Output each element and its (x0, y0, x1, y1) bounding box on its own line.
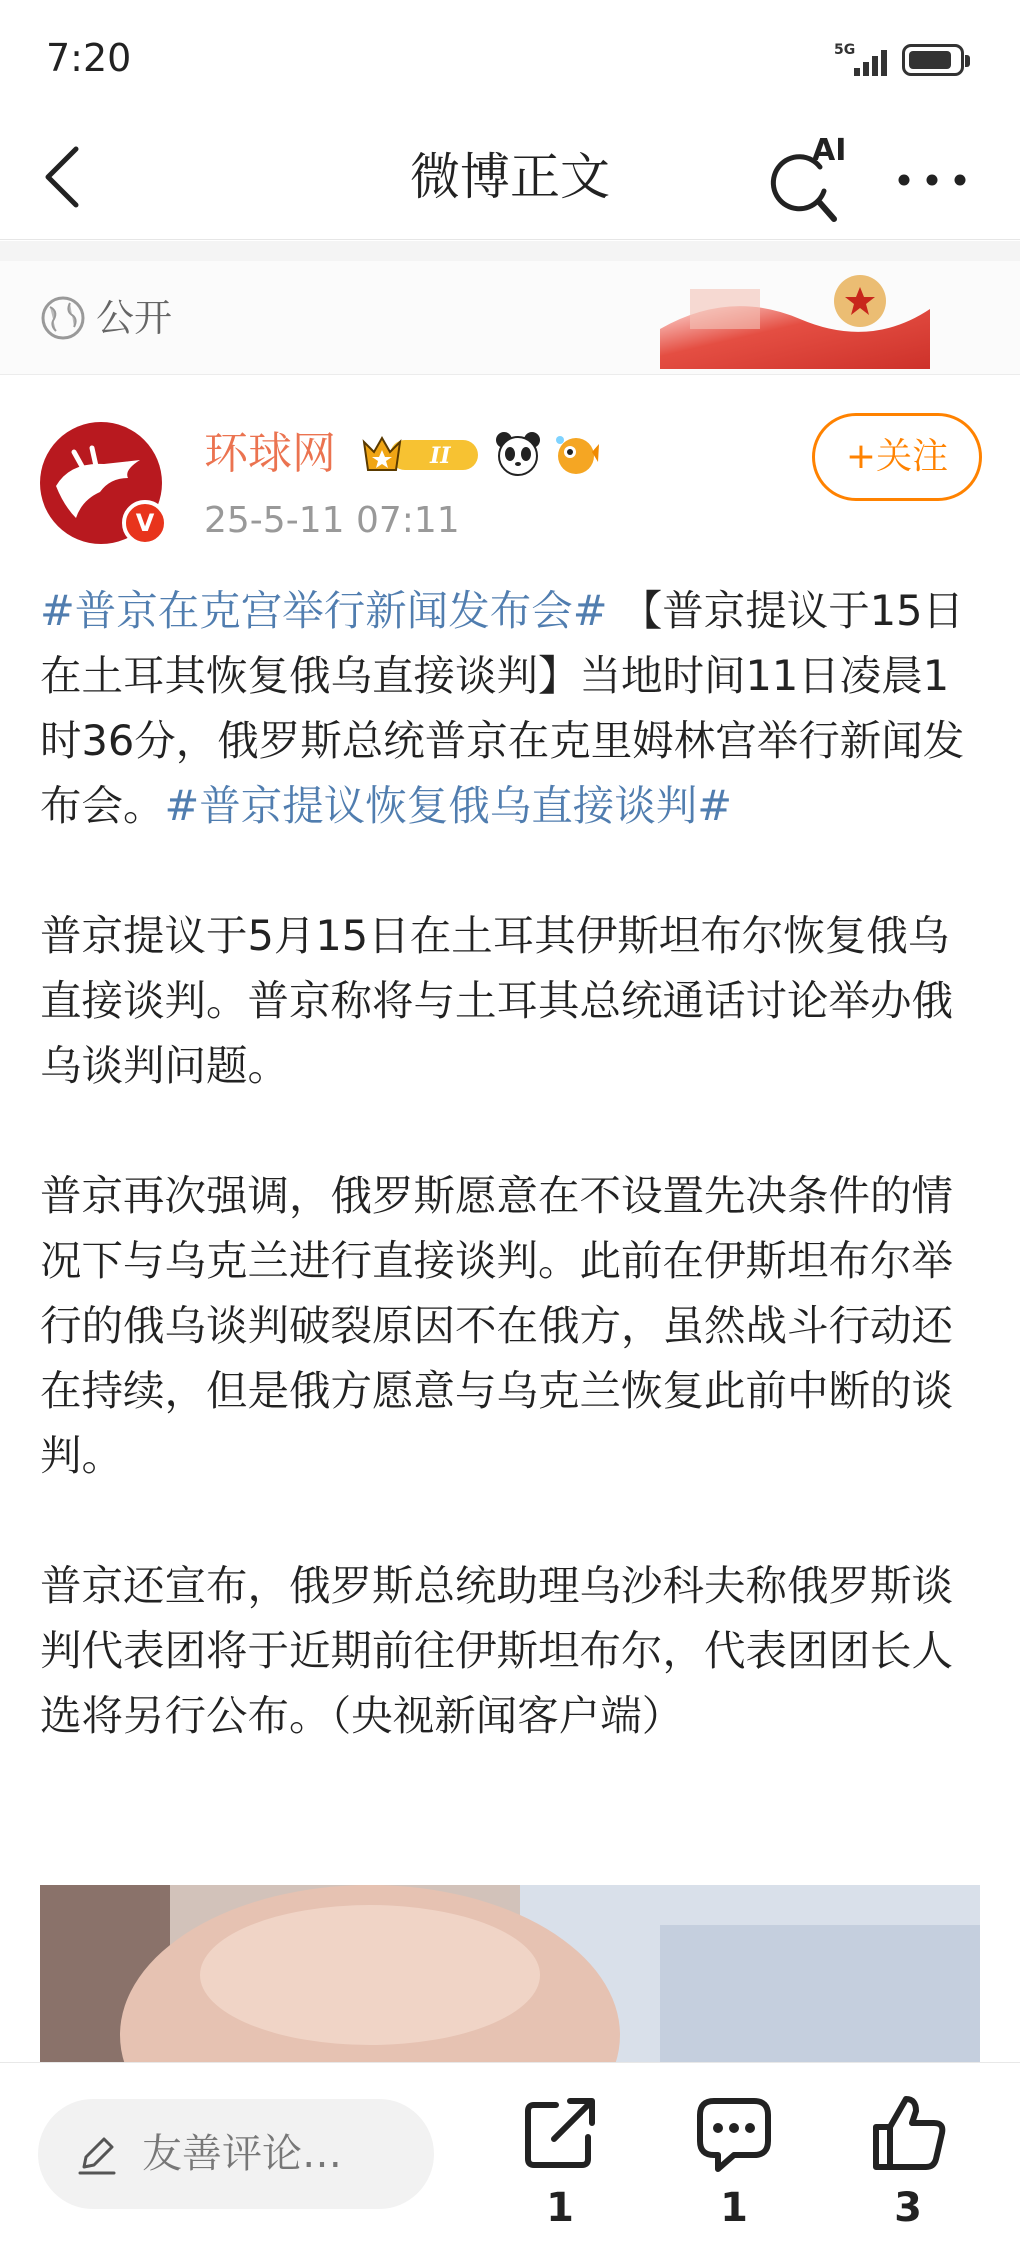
share-button[interactable] (500, 2093, 620, 2243)
vip-level-text: II (430, 443, 451, 469)
signal-icon (834, 42, 894, 78)
comment-count: 1 (720, 2185, 748, 2231)
pen-icon (74, 2131, 120, 2177)
share-icon (520, 2093, 600, 2173)
panda-icon (494, 430, 542, 478)
follow-button[interactable]: +关注 (812, 413, 982, 501)
post-paragraph: 普京再次强调，俄罗斯愿意在不设置先决条件的情况下与乌克兰进行直接谈判。此前在伊斯坦布尔举行的俄乌谈判破裂原因不在俄方，虽然战斗行动还在持续，但是俄方愿意与乌克兰恢复此前中断的谈判。 (40, 1171, 954, 1480)
status-bar (0, 0, 1020, 115)
fish-icon (552, 430, 600, 478)
back-button[interactable] (36, 139, 96, 215)
status-time: 7:20 (46, 36, 132, 80)
comment-button[interactable] (674, 2093, 794, 2243)
globe-icon (40, 295, 86, 341)
comment-icon (694, 2093, 774, 2173)
post-text: 【普京提议于15日在土耳其恢复俄乌直接谈判】当地时间11日凌晨1时36分，俄罗斯总统普京在克里姆林宫举行新闻发布会。 (40, 586, 965, 830)
post-paragraph: 普京提议于5月15日在土耳其伊斯坦布尔恢复俄乌直接谈判。普京称将与土耳其总统通话讨论举办俄乌谈判问题。 (40, 911, 954, 1090)
post-body (40, 578, 990, 1748)
comment-placeholder: 友善评论… (142, 2131, 342, 2177)
hashtag-link[interactable]: #普京在克宫举行新闻发布会# (40, 586, 608, 635)
hashtag-link[interactable]: #普京提议恢复俄乌直接谈判# (164, 781, 733, 830)
nav-bar (0, 115, 1020, 240)
decorative-banner (650, 269, 930, 369)
ai-search-button[interactable] (768, 133, 858, 223)
post-image[interactable] (40, 1885, 980, 2065)
like-count: 3 (894, 2185, 922, 2231)
post-paragraph (40, 578, 990, 838)
like-button[interactable] (848, 2093, 968, 2243)
battery-icon (902, 44, 964, 76)
chevron-left-icon (36, 139, 96, 215)
visibility-row (0, 261, 1020, 375)
bottom-action-bar (0, 2062, 1020, 2250)
network-type: 5G (834, 42, 856, 58)
author-name[interactable]: 环球网 (204, 428, 336, 479)
share-count: 1 (546, 2185, 574, 2231)
vip-level-icon (360, 432, 482, 476)
ai-label: AI (812, 133, 847, 168)
section-divider (0, 241, 1020, 261)
comment-input[interactable] (38, 2099, 434, 2209)
verified-badge: V (122, 500, 168, 546)
more-dots-icon (892, 155, 972, 205)
author-row (0, 400, 1020, 560)
thumbs-up-icon (868, 2093, 948, 2173)
post-paragraph: 普京还宣布，俄罗斯总统助理乌沙科夫称俄罗斯谈判代表团将于近期前往伊斯坦布尔，代表团团长人选将另行公布。（央视新闻客户端） (40, 1561, 954, 1740)
post-time: 25-5-11 07:11 (204, 500, 460, 541)
more-button[interactable] (892, 155, 972, 205)
post-photo (40, 1885, 980, 2065)
page-title: 微博正文 (410, 148, 610, 206)
visibility-label: 公开 (96, 296, 173, 340)
